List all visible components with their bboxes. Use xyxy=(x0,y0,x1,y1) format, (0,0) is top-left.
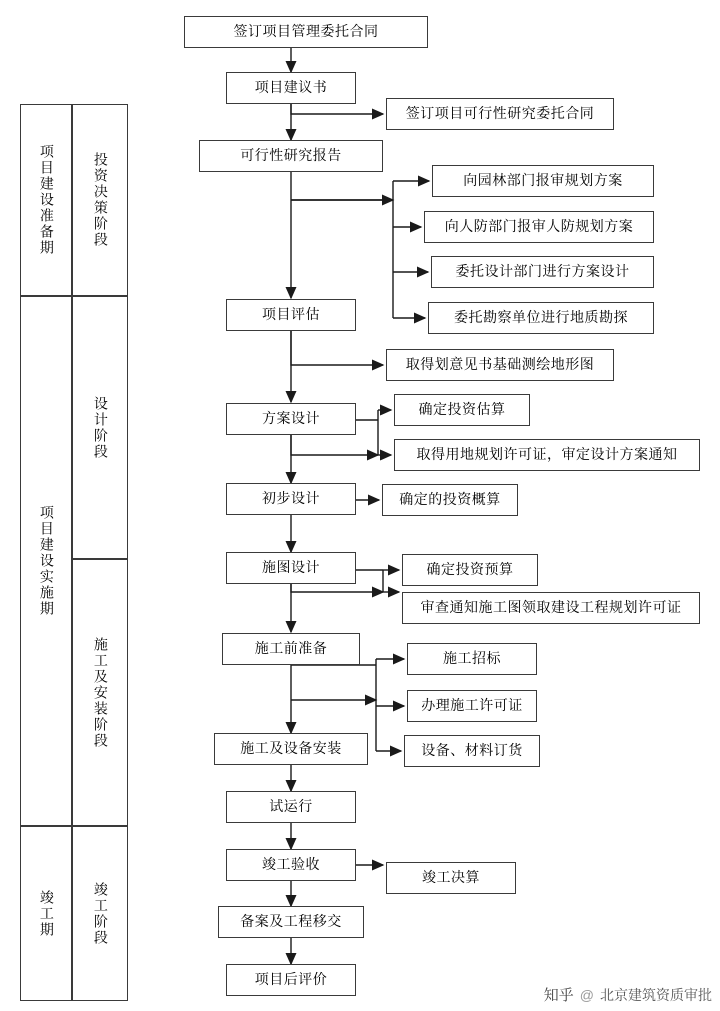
node-proposal[interactable] xyxy=(226,72,356,104)
substage-1 xyxy=(72,104,128,296)
node-construction-bidding[interactable] xyxy=(407,643,537,675)
node-civil-defense-plan-label: 向人防部门报审人防规划方案 xyxy=(444,218,634,235)
node-design-commission[interactable] xyxy=(431,256,654,288)
node-feasibility-report-label: 可行性研究报告 xyxy=(240,147,342,164)
substage-2-label: 设计阶段 xyxy=(92,395,109,460)
watermark xyxy=(544,984,712,1005)
substage-3 xyxy=(72,559,128,826)
node-filing-handover[interactable] xyxy=(218,906,364,938)
node-investment-budget[interactable] xyxy=(402,554,538,586)
node-feasibility-report[interactable] xyxy=(199,140,383,172)
node-construction-install[interactable] xyxy=(214,733,368,765)
node-project-evaluation-label: 项目评估 xyxy=(262,306,320,323)
node-review-notice[interactable] xyxy=(402,592,700,624)
node-final-accounts-label: 竣工决算 xyxy=(422,869,480,886)
node-land-permit-label: 取得用地规划许可证，审定设计方案通知 xyxy=(416,446,678,463)
node-feasibility-contract[interactable] xyxy=(386,98,614,130)
watermark-account: 北京建筑资质审批 xyxy=(600,986,712,1003)
node-garden-plan[interactable] xyxy=(432,165,654,197)
node-construction-install-label: 施工及设备安装 xyxy=(240,740,342,757)
node-investment-budget-est-label: 确定的投资概算 xyxy=(399,491,501,508)
node-scheme-design-label: 方案设计 xyxy=(262,410,320,427)
node-construction-drawing-label: 施图设计 xyxy=(262,559,320,576)
node-preliminary-design-label: 初步设计 xyxy=(262,490,320,507)
node-review-notice-label: 审查通知施工图领取建设工程规划许可证 xyxy=(420,599,682,616)
node-civil-defense-plan[interactable] xyxy=(424,211,654,243)
phase-stage-3 xyxy=(20,826,72,1001)
node-investment-budget-label: 确定投资预算 xyxy=(426,561,514,578)
node-proposal-label: 项目建议书 xyxy=(254,79,328,96)
node-contract-label: 签订项目管理委托合同 xyxy=(233,23,379,40)
node-construction-permit-label: 办理施工许可证 xyxy=(421,697,523,714)
phase-stage-2 xyxy=(20,296,72,826)
node-filing-handover-label: 备案及工程移交 xyxy=(240,913,342,930)
phase-stage-2-label: 项目建设实施期 xyxy=(38,505,55,617)
node-geological-survey-label: 委托勘察单位进行地质勘探 xyxy=(454,309,628,326)
node-investment-estimate[interactable] xyxy=(394,394,530,426)
node-completion-acceptance[interactable] xyxy=(226,849,356,881)
node-preliminary-design[interactable] xyxy=(226,483,356,515)
node-design-commission-label: 委托设计部门进行方案设计 xyxy=(455,263,630,280)
node-garden-plan-label: 向园林部门报审规划方案 xyxy=(463,172,623,189)
node-trial-run-label: 试运行 xyxy=(269,798,313,815)
node-completion-acceptance-label: 竣工验收 xyxy=(262,856,320,873)
node-investment-estimate-label: 确定投资估算 xyxy=(418,401,506,418)
node-post-evaluation[interactable] xyxy=(226,964,356,996)
node-scheme-design[interactable] xyxy=(226,403,356,435)
node-construction-permit[interactable] xyxy=(407,690,537,722)
node-equipment-order[interactable] xyxy=(404,735,540,767)
watermark-separator: @ xyxy=(579,986,594,1003)
node-survey-map-label: 取得划意见书基础测绘地形图 xyxy=(405,356,595,373)
zhihu-logo: 知乎 xyxy=(543,987,574,1004)
phase-stage-1 xyxy=(20,104,72,296)
node-construction-drawing[interactable] xyxy=(226,552,356,584)
node-land-permit[interactable] xyxy=(394,439,700,471)
substage-1-label: 投资决策阶段 xyxy=(92,152,109,248)
node-investment-budget-est[interactable] xyxy=(382,484,518,516)
node-final-accounts[interactable] xyxy=(386,862,516,894)
phase-stage-3-label: 竣工期 xyxy=(38,889,55,938)
substage-4 xyxy=(72,826,128,1001)
node-pre-construction[interactable] xyxy=(222,633,360,665)
node-project-evaluation[interactable] xyxy=(226,299,356,331)
node-trial-run[interactable] xyxy=(226,791,356,823)
node-geological-survey[interactable] xyxy=(428,302,654,334)
node-equipment-order-label: 设备、材料订货 xyxy=(421,742,523,759)
node-pre-construction-label: 施工前准备 xyxy=(254,640,328,657)
node-feasibility-contract-label: 签订项目可行性研究委托合同 xyxy=(405,105,595,122)
node-post-evaluation-label: 项目后评价 xyxy=(254,971,328,988)
phase-stage-1-label: 项目建设准备期 xyxy=(38,144,55,256)
node-construction-bidding-label: 施工招标 xyxy=(443,650,501,667)
node-contract[interactable] xyxy=(184,16,428,48)
substage-2 xyxy=(72,296,128,559)
node-survey-map[interactable] xyxy=(386,349,614,381)
substage-3-label: 施工及安装阶段 xyxy=(92,636,109,749)
substage-4-label: 竣工阶段 xyxy=(92,881,109,946)
